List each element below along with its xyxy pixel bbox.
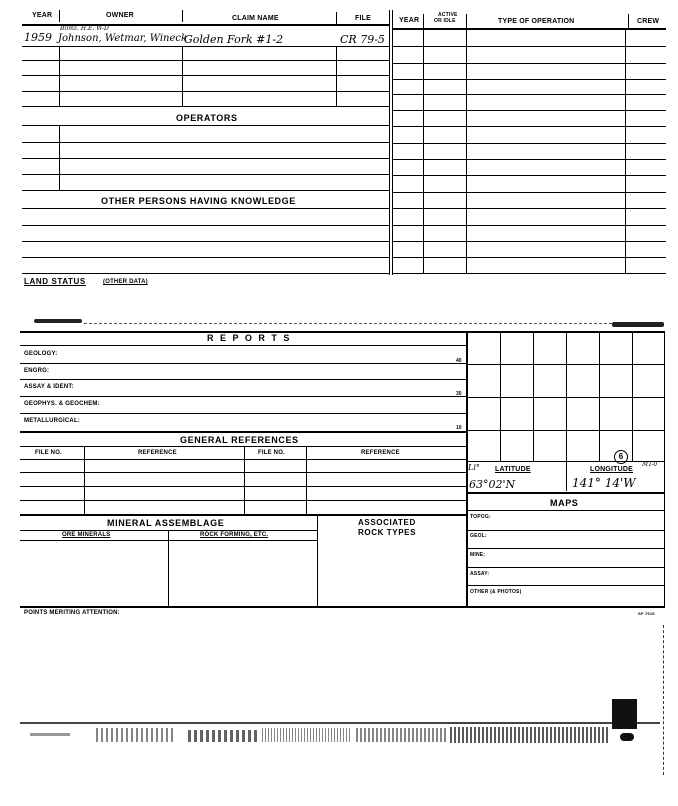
- ref-file-no-1-label: FILE NO.: [35, 450, 62, 456]
- ref-col-2: [244, 446, 245, 514]
- col-claim-name-label: CLAIM NAME: [232, 15, 279, 22]
- ref-reference-2-label: REFERENCE: [361, 450, 400, 456]
- bottom-top-rule: [20, 331, 665, 333]
- ref-row-1: [20, 472, 466, 473]
- entry-owner: Johnson, Wetmar, Wineck: [58, 33, 188, 44]
- longitude-label: LONGITUDE: [590, 466, 634, 473]
- maps-rule: [467, 510, 664, 511]
- metallurgical-num: 10: [456, 425, 462, 431]
- operators-heading: OPERATORS: [176, 113, 238, 123]
- ref-row-3: [20, 500, 466, 501]
- grid-row-3: [467, 430, 664, 431]
- reports-rule: [20, 345, 466, 346]
- mineral-divider: [317, 514, 318, 606]
- reports-heading: R E P O R T S: [207, 333, 292, 343]
- longitude-value: 141° 14'W: [572, 476, 636, 490]
- fold-mark-right: [612, 322, 664, 327]
- latitude-label: LATITUDE: [495, 466, 531, 473]
- hdr-tick-6: [628, 14, 629, 28]
- assay-row: [20, 396, 466, 397]
- owner-col-3: [336, 46, 337, 106]
- other-persons-row-2: [22, 241, 389, 242]
- geophys-label: GEOPHYS. & GEOCHEM:: [24, 401, 100, 407]
- ref-bottom-rule: [20, 514, 466, 516]
- col-year-label: YEAR: [32, 12, 53, 19]
- geology-num: 40: [456, 358, 462, 364]
- grid-col-5: [632, 331, 633, 461]
- maps-row-3: [467, 567, 664, 568]
- maps-row-4: [467, 585, 664, 586]
- ref-reference-1-label: REFERENCE: [138, 450, 177, 456]
- noise-block: [612, 699, 637, 729]
- owner-col-1: [59, 46, 60, 106]
- mineral-assemblage-heading: MINERAL ASSEMBLAGE: [107, 518, 225, 528]
- hdr-tick-1: [59, 10, 60, 22]
- general-references-rule: [20, 446, 466, 447]
- land-status-heading: LAND STATUS: [24, 277, 86, 286]
- geology-row: [20, 363, 466, 364]
- ref-row-2: [20, 486, 466, 487]
- longitude-note: MT-0: [642, 461, 658, 468]
- geology-label: GEOLOGY:: [24, 351, 58, 357]
- col-crew-label: CREW: [637, 18, 660, 25]
- maps-row-2: [467, 548, 664, 549]
- latitude-value: 63°02'N: [469, 478, 516, 491]
- grid-right-border: [664, 331, 665, 606]
- lat-lon-divider: [566, 461, 567, 491]
- ops-col-1: [423, 28, 424, 274]
- operators-row-3: [22, 174, 389, 175]
- grid-col-3: [566, 331, 567, 461]
- col-type-of-operation-label: TYPE OF OPERATION: [498, 18, 575, 25]
- general-references-heading: GENERAL REFERENCES: [180, 435, 299, 445]
- ops-col-3: [625, 28, 626, 274]
- ref-file-no-2-label: FILE NO.: [258, 450, 285, 456]
- assay-label: ASSAY & IDENT:: [24, 384, 74, 390]
- other-persons-rule: [22, 208, 389, 209]
- bottom-rule: [20, 606, 665, 608]
- ops-col-2: [466, 28, 467, 274]
- entry-year: 1959: [24, 31, 52, 44]
- other-persons-heading: OTHER PERSONS HAVING KNOWLEDGE: [101, 196, 296, 206]
- ref-col-1: [84, 446, 85, 514]
- maps-assay-label: ASSAY:: [470, 571, 490, 577]
- metallurgical-row: [20, 431, 466, 433]
- geophys-row: [20, 413, 466, 414]
- noise-strip-3: [188, 730, 258, 742]
- rock-types-heading: ROCK TYPES: [358, 528, 417, 537]
- hdr-tick-2: [182, 10, 183, 22]
- metallurgical-label: METALLURGICAL:: [24, 418, 81, 424]
- land-status-subheading: (OTHER DATA): [103, 279, 148, 285]
- points-meriting-label: POINTS MERITING ATTENTION:: [24, 610, 120, 616]
- land-status-top-rule: [22, 273, 389, 274]
- mineral-sub-divider: [168, 530, 169, 606]
- other-persons-row-1: [22, 225, 389, 226]
- owner-row-3: [22, 75, 389, 76]
- col-file-label: FILE: [355, 15, 371, 22]
- grid-row-2: [467, 397, 664, 398]
- owner-row-2: [22, 60, 389, 61]
- ore-minerals-label: ORE MINERALS: [62, 532, 111, 538]
- owner-row-4: [22, 91, 389, 92]
- noise-strip-5: [356, 728, 446, 742]
- form-number: SP 7515: [638, 611, 655, 616]
- noise-strip-2: [96, 728, 176, 742]
- hdr-tick-5: [466, 14, 467, 28]
- operators-row-1: [22, 142, 389, 143]
- owner-initials: Blimz. H.E. W-D: [60, 25, 109, 32]
- noise-strip-6: [450, 727, 610, 743]
- fold-mark-left: [34, 319, 82, 323]
- entry-claim: Golden Fork #1-2: [184, 33, 284, 46]
- maps-mine-label: MINE:: [470, 552, 486, 558]
- maps-row-1: [467, 530, 664, 531]
- noise-left: [30, 733, 70, 736]
- entry-file: CR 79-5: [340, 33, 385, 46]
- hdr-tick-3: [336, 12, 337, 24]
- grid-col-1: [500, 331, 501, 461]
- operators-rule: [22, 125, 389, 126]
- hdr-tick-4: [423, 14, 424, 28]
- grid-row-1: [467, 364, 664, 365]
- section-divider-a: [389, 10, 390, 275]
- operators-row-2: [22, 158, 389, 159]
- engrg-label: ENGRG:: [24, 368, 50, 374]
- maps-other-label: OTHER (& PHOTOS): [470, 589, 522, 595]
- assay-num: 30: [456, 391, 462, 397]
- right-edge-mark: [663, 625, 664, 775]
- noise-strip-4: [262, 728, 352, 742]
- noise-dot: [620, 733, 634, 741]
- coords-bottom-rule: [467, 492, 664, 494]
- maps-geol-label: GEOL:: [470, 533, 487, 539]
- col-owner-label: OWNER: [106, 12, 134, 19]
- owner-row-5: [22, 106, 389, 107]
- fold-line: [84, 323, 612, 324]
- ref-header-rule: [20, 459, 466, 460]
- ref-col-3: [306, 446, 307, 514]
- noise-strip-1: [20, 722, 660, 724]
- longitude-circled-number: 6: [614, 450, 628, 464]
- associated-heading: ASSOCIATED: [358, 518, 416, 527]
- lat-prefix: Li°: [468, 463, 480, 472]
- col-active-label: ACTIVE: [438, 12, 458, 18]
- owner-row-1: [22, 46, 389, 47]
- col-idle-label: OR IDLE: [434, 18, 456, 24]
- col-year-right-label: YEAR: [399, 17, 420, 24]
- other-persons-row-3: [22, 257, 389, 258]
- rock-forming-label: ROCK FORMING, ETC.: [200, 532, 269, 538]
- grid-col-4: [599, 331, 600, 461]
- owner-col-2: [182, 46, 183, 106]
- engrg-row: [20, 379, 466, 380]
- maps-heading: MAPS: [550, 498, 579, 508]
- operators-col: [59, 125, 60, 190]
- operators-row-4: [22, 190, 389, 191]
- grid-col-2: [533, 331, 534, 461]
- maps-topog-label: TOPOG:: [470, 514, 491, 520]
